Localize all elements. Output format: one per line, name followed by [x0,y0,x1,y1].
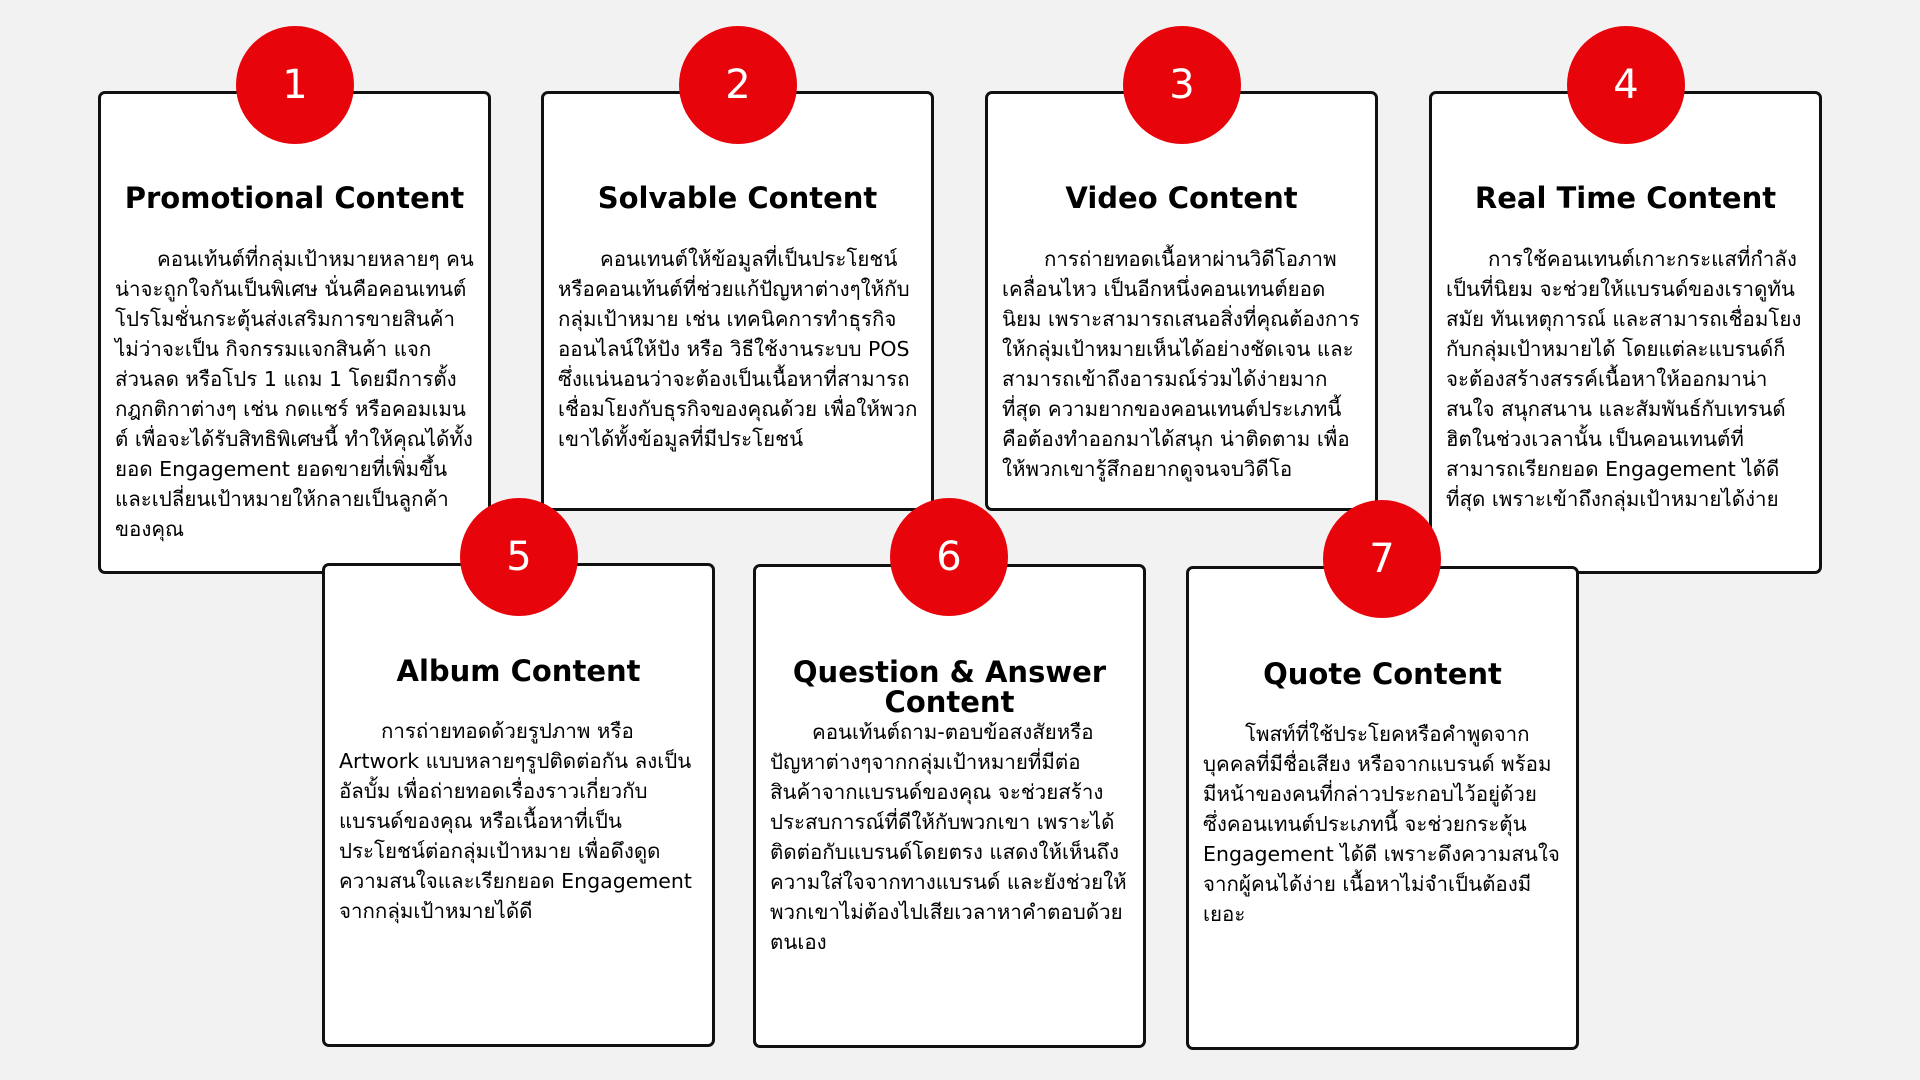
number-badge: 1 [236,26,354,144]
content-card-solvable [541,91,934,511]
card-description: การถ่ายทอดเนื้อหาผ่านวิดีโอภาพเคลื่อนไหว เป็นอีกหนึ่งคอนเทนต์ยอดนิยม เพราะสามารถเสนอสิ่งที่คุณต้องการให้กลุ่มเป้าหมายเห็นได้อย่างชัดเจน และสามารถเข้าถึงอารมณ์ร่วมได้ง่ายมากที่สุด ความยากของคอนเทนต์ประเภทนี้คือต้องทำออกมาได้สนุก น่าติดตาม เพื่อให้พวกเขารู้สึกอยากดูจนจบวิดีโอ [1002,247,1360,481]
content-card-quote [1186,566,1579,1050]
card-title: Quote Content [1263,657,1502,691]
card-description: คอนเทนต์ให้ข้อมูลที่เป็นประโยชน์ หรือคอนเท้นต์ที่ช่วยแก้ปัญหาต่างๆให้กับกลุ่มเป้าหมาย เช่น เทคนิคการทำธุรกิจออนไลน์ให้ปัง หรือ วิธีใช้งานระบบ POS ซึ่งแน่นอนว่าจะต้องเป็นเนื้อหาที่สามารถเชื่อมโยงกับธุรกิจของคุณด้วย เพื่อให้พวกเขาได้ทั้งข้อมูลที่มีประโยชน์ [558,247,918,451]
card-description: คอนเท้นต์ที่กลุ่มเป้าหมายหลายๆ คนน่าจะถูกใจกันเป็นพิเศษ นั่นคือคอนเทนต์โปรโมชั่นกระตุ้นส่งเสริมการขายสินค้า ไม่ว่าจะเป็น กิจกรรมแจกสินค้า แจกส่วนลด หรือโปร 1 แถม 1 โดยมีการตั้งกฎกติกาต่างๆ เช่น กดแชร์ หรือคอมเมนต์ เพื่อจะได้รับสิทธิพิเศษนี้ ทำให้คุณได้ทั้งยอด Engagement ยอดขายที่เพิ่มขึ้น และเปลี่ยนเป้าหมายให้กลายเป็นลูกค้าของคุณ [115,247,474,541]
card-title: Promotional Content [124,181,465,215]
number-badge: 2 [679,26,797,144]
content-card-real-time [1429,91,1822,574]
content-card-video [985,91,1378,511]
card-description: คอนเท้นต์ถาม-ตอบข้อสงสัยหรือปัญหาต่างๆจากกลุ่มเป้าหมายที่มีต่อสินค้าจากแบรนด์ของคุณ จะช่วยสร้างประสบการณ์ที่ดีให้กับพวกเขา เพราะได้ติดต่อกับแบรนด์โดยตรง แสดงให้เห็นถึงความใส่ใจจากทางแบรนด์ และยังช่วยให้พวกเขาไม่ต้องไปเสียเวลาหาคำตอบด้วยตนเอง [770,720,1127,954]
number-badge: 6 [890,498,1008,616]
card-title: Real Time Content [1474,181,1777,215]
content-card-album [322,563,715,1047]
content-card-promotional [98,91,491,574]
card-description: การถ่ายทอดด้วยรูปภาพ หรือ Artwork แบบหลายๆรูปติดต่อกัน ลงเป็นอัลบั้ม เพื่อถ่ายทอดเรื่องราวเกี่ยวกับแบรนด์ของคุณ หรือเนื้อหาที่เป็นประโยชน์ต่อกลุ่มเป้าหมาย เพื่อดึงดูดความสนใจและเรียกยอด Engagement จากกลุ่มเป้าหมายได้ดี [339,719,692,923]
number-badge: 3 [1123,26,1241,144]
card-description: โพสท์ที่ใช้ประโยคหรือคำพูดจากบุคคลที่มีชื่อเสียง หรือจากแบรนด์ พร้อมมีหน้าของคนที่กล่าวประกอบไว้อยู่ด้วย ซึ่งคอนเทนต์ประเภทนี้ จะช่วยกระตุ้น Engagement ได้ดี เพราะดึงความสนใจจากผู้คนได้ง่าย เนื้อหาไม่จำเป็นต้องมีเยอะ [1203,722,1560,926]
card-title: Question & Answer Content [792,655,1107,719]
number-badge: 5 [460,498,578,616]
card-title: Solvable Content [597,181,878,215]
number-badge: 4 [1567,26,1685,144]
content-card-question-answer [753,564,1146,1048]
card-title: Album Content [396,654,641,688]
number-badge: 7 [1323,500,1441,618]
card-description: การใช้คอนเทนต์เกาะกระแสที่กำลังเป็นที่นิยม จะช่วยให้แบรนด์ของเราดูทันสมัย ทันเหตุการณ์ และสามารถเชื่อมโยงกับกลุ่มเป้าหมายได้ โดยแต่ละแบรนด์ก็จะต้องสร้างสรรค์เนื้อหาให้ออกมาน่าสนใจ สนุกสนาน และสัมพันธ์กับเทรนด์ฮิตในช่วงเวลานั้น เป็นคอนเทนต์ที่สามารถเรียกยอด Engagement ได้ดีที่สุด เพราะเข้าถึงกลุ่มเป้าหมายได้ง่าย [1446,247,1802,511]
card-title: Video Content [1065,181,1298,215]
